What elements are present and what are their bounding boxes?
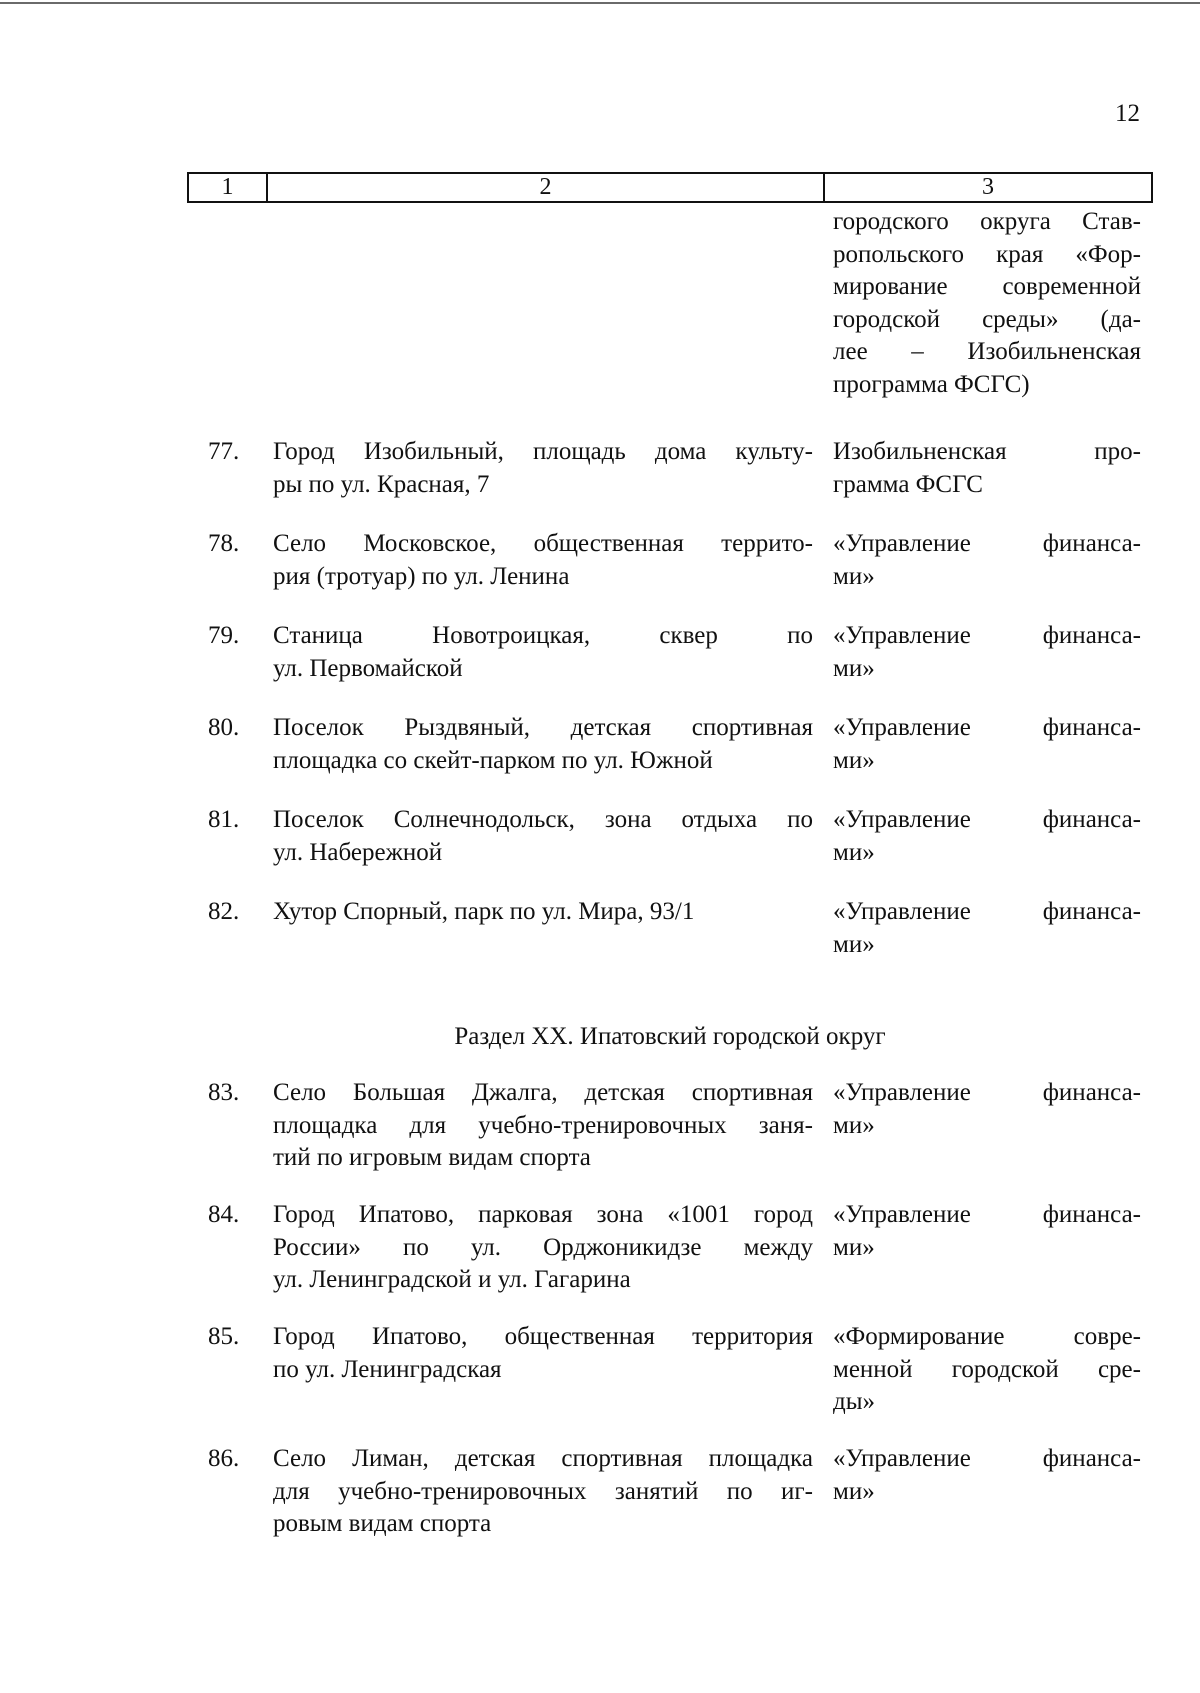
territory-name-word: Ипатово, xyxy=(358,1201,455,1228)
row-number: 86. xyxy=(208,1445,240,1472)
territory-name-line xyxy=(273,620,813,653)
table-header-col-3: 3 xyxy=(982,174,994,200)
continuation-word: (да- xyxy=(1100,305,1141,333)
continuation-word: Изобильненская xyxy=(967,338,1141,365)
row-program xyxy=(833,1199,1141,1264)
territory-name-line xyxy=(273,712,813,745)
row-number: 79. xyxy=(208,622,240,649)
row-number: 82. xyxy=(208,898,240,925)
territory-name-word: площадка xyxy=(708,1445,813,1472)
territory-name-word: по xyxy=(726,1477,753,1505)
program-word: финанса- xyxy=(1042,714,1141,741)
program-word: про- xyxy=(1094,438,1141,465)
table-header-row xyxy=(187,172,1153,203)
section-title: Раздел XX. Ипатовский городской округ xyxy=(454,1023,886,1050)
program-word: Изобильненская xyxy=(833,438,1007,465)
row-program xyxy=(833,1077,1141,1142)
program-line xyxy=(833,1354,1141,1387)
row-territory-name xyxy=(273,436,813,501)
program-word: «Управление xyxy=(833,898,971,925)
territory-name-line xyxy=(273,1077,813,1110)
territory-name-word: Новотроицкая, xyxy=(432,622,591,649)
row-territory-name xyxy=(273,712,813,777)
program-word: «Формирование xyxy=(833,1323,1005,1350)
row-program xyxy=(833,712,1141,777)
program-line: ми» xyxy=(833,654,875,682)
territory-name-word: Ипатово, xyxy=(371,1323,468,1350)
territory-name-word: Станица xyxy=(273,622,363,649)
territory-name-word: Город xyxy=(273,438,335,465)
territory-name-line: Хутор Спорный, парк по ул. Мира, 93/1 xyxy=(273,898,695,925)
territory-name-word: России» xyxy=(273,1233,361,1261)
program-word: «Управление xyxy=(833,1445,971,1472)
top-border-line xyxy=(0,2,1200,4)
territory-name-word: Село xyxy=(273,1445,327,1472)
continuation-word: городского xyxy=(833,208,949,235)
program-word: совре- xyxy=(1073,1323,1141,1350)
territory-name-word: детская xyxy=(454,1445,536,1472)
territory-name-line: ровым видам спорта xyxy=(273,1510,492,1537)
territory-name-word: Поселок xyxy=(273,806,364,833)
row-territory-name xyxy=(273,896,813,929)
territory-name-word: территория xyxy=(692,1323,813,1350)
program-word: финанса- xyxy=(1042,1079,1141,1106)
territory-name-word: Солнечнодольск, xyxy=(393,806,575,833)
program-line xyxy=(833,620,1141,653)
row-number: 84. xyxy=(208,1201,240,1228)
program-word: финанса- xyxy=(1042,898,1141,925)
territory-name-word: Село xyxy=(273,1079,327,1106)
program-word: менной xyxy=(833,1355,913,1383)
program-line: ми» xyxy=(833,1477,875,1505)
continuation-word: края xyxy=(996,240,1044,268)
territory-name-word: город xyxy=(753,1201,813,1228)
territory-name-word: Изобильный, xyxy=(363,438,504,465)
territory-name-word: культу- xyxy=(735,438,813,465)
program-line: ми» xyxy=(833,1111,875,1139)
continuation-cell xyxy=(833,206,1141,401)
continuation-line xyxy=(833,271,1141,304)
territory-name-word: спортивная xyxy=(691,714,813,741)
territory-name-line xyxy=(273,1321,813,1354)
program-word: финанса- xyxy=(1042,806,1141,833)
territory-name-word: детская xyxy=(570,714,652,741)
territory-name-word: Джалга, xyxy=(471,1079,558,1106)
program-line xyxy=(833,1321,1141,1354)
territory-name-word: террито- xyxy=(721,530,813,557)
row-number: 78. xyxy=(208,530,240,557)
page-number: 12 xyxy=(1115,100,1140,127)
program-line: ми» xyxy=(833,746,875,774)
territory-name-word: отдыха xyxy=(681,806,758,833)
row-territory-name xyxy=(273,1443,813,1541)
continuation-line xyxy=(833,239,1141,272)
row-territory-name xyxy=(273,1199,813,1297)
territory-name-line: ры по ул. Красная, 7 xyxy=(273,470,490,498)
row-territory-name xyxy=(273,528,813,593)
territory-name-word: Город xyxy=(273,1323,335,1350)
program-line xyxy=(833,712,1141,745)
territory-name-line xyxy=(273,1476,813,1509)
table-header-col-2: 2 xyxy=(268,174,825,201)
row-territory-name xyxy=(273,804,813,869)
row-program xyxy=(833,1443,1141,1508)
territory-name-word: дома xyxy=(654,438,707,465)
territory-name-line xyxy=(273,1199,813,1232)
program-line xyxy=(833,1077,1141,1110)
program-line: ды» xyxy=(833,1388,876,1415)
territory-name-word: общественная xyxy=(504,1323,655,1350)
program-word: «Управление xyxy=(833,1079,971,1106)
continuation-word: среды» xyxy=(982,305,1059,333)
row-program xyxy=(833,1321,1141,1419)
territory-name-word: занятий xyxy=(614,1477,699,1505)
territory-name-word: Город xyxy=(273,1201,335,1228)
territory-name-line: ул. Первомайской xyxy=(273,654,463,682)
program-line: ми» xyxy=(833,562,875,590)
row-number: 83. xyxy=(208,1079,240,1106)
territory-name-word: площадка xyxy=(273,1111,378,1139)
program-word: «Управление xyxy=(833,1201,971,1228)
territory-name-word: площадь xyxy=(532,438,626,465)
territory-name-word: иг- xyxy=(781,1477,813,1505)
program-line xyxy=(833,896,1141,929)
territory-name-line: по ул. Ленинградская xyxy=(273,1355,502,1383)
program-word: «Управление xyxy=(833,622,971,649)
program-line xyxy=(833,528,1141,561)
row-number: 85. xyxy=(208,1323,240,1350)
territory-name-word: Орджоникидзе xyxy=(543,1233,702,1261)
territory-name-word: Лиман, xyxy=(352,1445,429,1472)
territory-name-word: Село xyxy=(273,530,327,557)
continuation-word: программа ФСГС) xyxy=(833,370,1030,398)
table-header-col-1: 1 xyxy=(189,174,268,201)
program-word: «Управление xyxy=(833,530,971,557)
continuation-line xyxy=(833,206,1141,239)
program-word: городской xyxy=(951,1355,1059,1383)
row-program xyxy=(833,896,1141,961)
continuation-word: ропольского xyxy=(833,240,965,268)
territory-name-word: для xyxy=(409,1111,447,1139)
row-program xyxy=(833,436,1141,501)
territory-name-word: заня- xyxy=(758,1111,813,1139)
program-word: «Управление xyxy=(833,806,971,833)
continuation-line xyxy=(833,369,1141,402)
continuation-word: – xyxy=(911,338,924,365)
territory-name-line: ул. Набережной xyxy=(273,838,443,866)
row-program xyxy=(833,804,1141,869)
continuation-word: лее xyxy=(833,338,868,365)
continuation-line xyxy=(833,336,1141,369)
territory-name-word: учебно-тренировочных xyxy=(338,1477,587,1505)
program-line xyxy=(833,804,1141,837)
continuation-word: городской xyxy=(833,305,940,333)
row-number: 77. xyxy=(208,438,240,465)
territory-name-word: по xyxy=(787,806,813,833)
territory-name-word: для xyxy=(273,1477,310,1505)
territory-name-word: сквер xyxy=(659,622,718,649)
program-line: грамма ФСГС xyxy=(833,470,983,498)
territory-name-word: Поселок xyxy=(273,714,364,741)
territory-name-line xyxy=(273,1443,813,1476)
territory-name-word: по xyxy=(402,1233,429,1261)
territory-name-line xyxy=(273,1232,813,1265)
row-territory-name xyxy=(273,1077,813,1175)
territory-name-word: зона xyxy=(604,806,652,833)
territory-name-line: площадка со скейт-парком по ул. Южной xyxy=(273,746,713,774)
territory-name-line xyxy=(273,1110,813,1143)
row-territory-name xyxy=(273,620,813,685)
row-number: 80. xyxy=(208,714,240,741)
territory-name-word: зона xyxy=(596,1201,644,1228)
territory-name-word: спортивная xyxy=(691,1079,813,1106)
territory-name-word: Московское, xyxy=(363,530,497,557)
territory-name-word: между xyxy=(743,1233,813,1261)
program-word: финанса- xyxy=(1042,622,1141,649)
territory-name-word: учебно-тренировочных xyxy=(478,1111,727,1139)
program-word: «Управление xyxy=(833,714,971,741)
program-line xyxy=(833,436,1141,469)
row-number: 81. xyxy=(208,806,240,833)
program-line: ми» xyxy=(833,1233,875,1261)
territory-name-line: рия (тротуар) по ул. Ленина xyxy=(273,562,570,590)
program-word: финанса- xyxy=(1042,530,1141,557)
territory-name-word: ул. xyxy=(470,1233,502,1261)
row-program xyxy=(833,620,1141,685)
continuation-word: современной xyxy=(1002,273,1141,300)
continuation-line xyxy=(833,304,1141,337)
continuation-word: округа xyxy=(980,208,1051,235)
continuation-word: мирование xyxy=(833,273,948,300)
territory-name-word: спортивная xyxy=(561,1445,683,1472)
territory-name-word: Рыздвяный, xyxy=(404,714,531,741)
territory-name-word: общественная xyxy=(533,530,684,557)
territory-name-line: ул. Ленинградской и ул. Гагарина xyxy=(273,1266,631,1293)
program-word: финанса- xyxy=(1042,1445,1141,1472)
row-territory-name xyxy=(273,1321,813,1386)
continuation-word: «Фор- xyxy=(1075,240,1141,268)
continuation-word: Став- xyxy=(1082,208,1141,235)
territory-name-word: детская xyxy=(584,1079,665,1106)
territory-name-word: по xyxy=(787,622,813,649)
territory-name-line xyxy=(273,528,813,561)
territory-name-word: «1001 xyxy=(667,1201,730,1228)
territory-name-word: Большая xyxy=(352,1079,446,1106)
territory-name-line: тий по игровым видам спорта xyxy=(273,1144,591,1171)
program-line xyxy=(833,1443,1141,1476)
row-program xyxy=(833,528,1141,593)
program-line: ми» xyxy=(833,930,875,958)
territory-name-word: парковая xyxy=(478,1201,573,1228)
program-line: ми» xyxy=(833,838,875,866)
program-word: финанса- xyxy=(1042,1201,1141,1228)
program-line xyxy=(833,1199,1141,1232)
territory-name-line xyxy=(273,436,813,469)
program-word: сре- xyxy=(1097,1355,1141,1383)
territory-name-line xyxy=(273,804,813,837)
